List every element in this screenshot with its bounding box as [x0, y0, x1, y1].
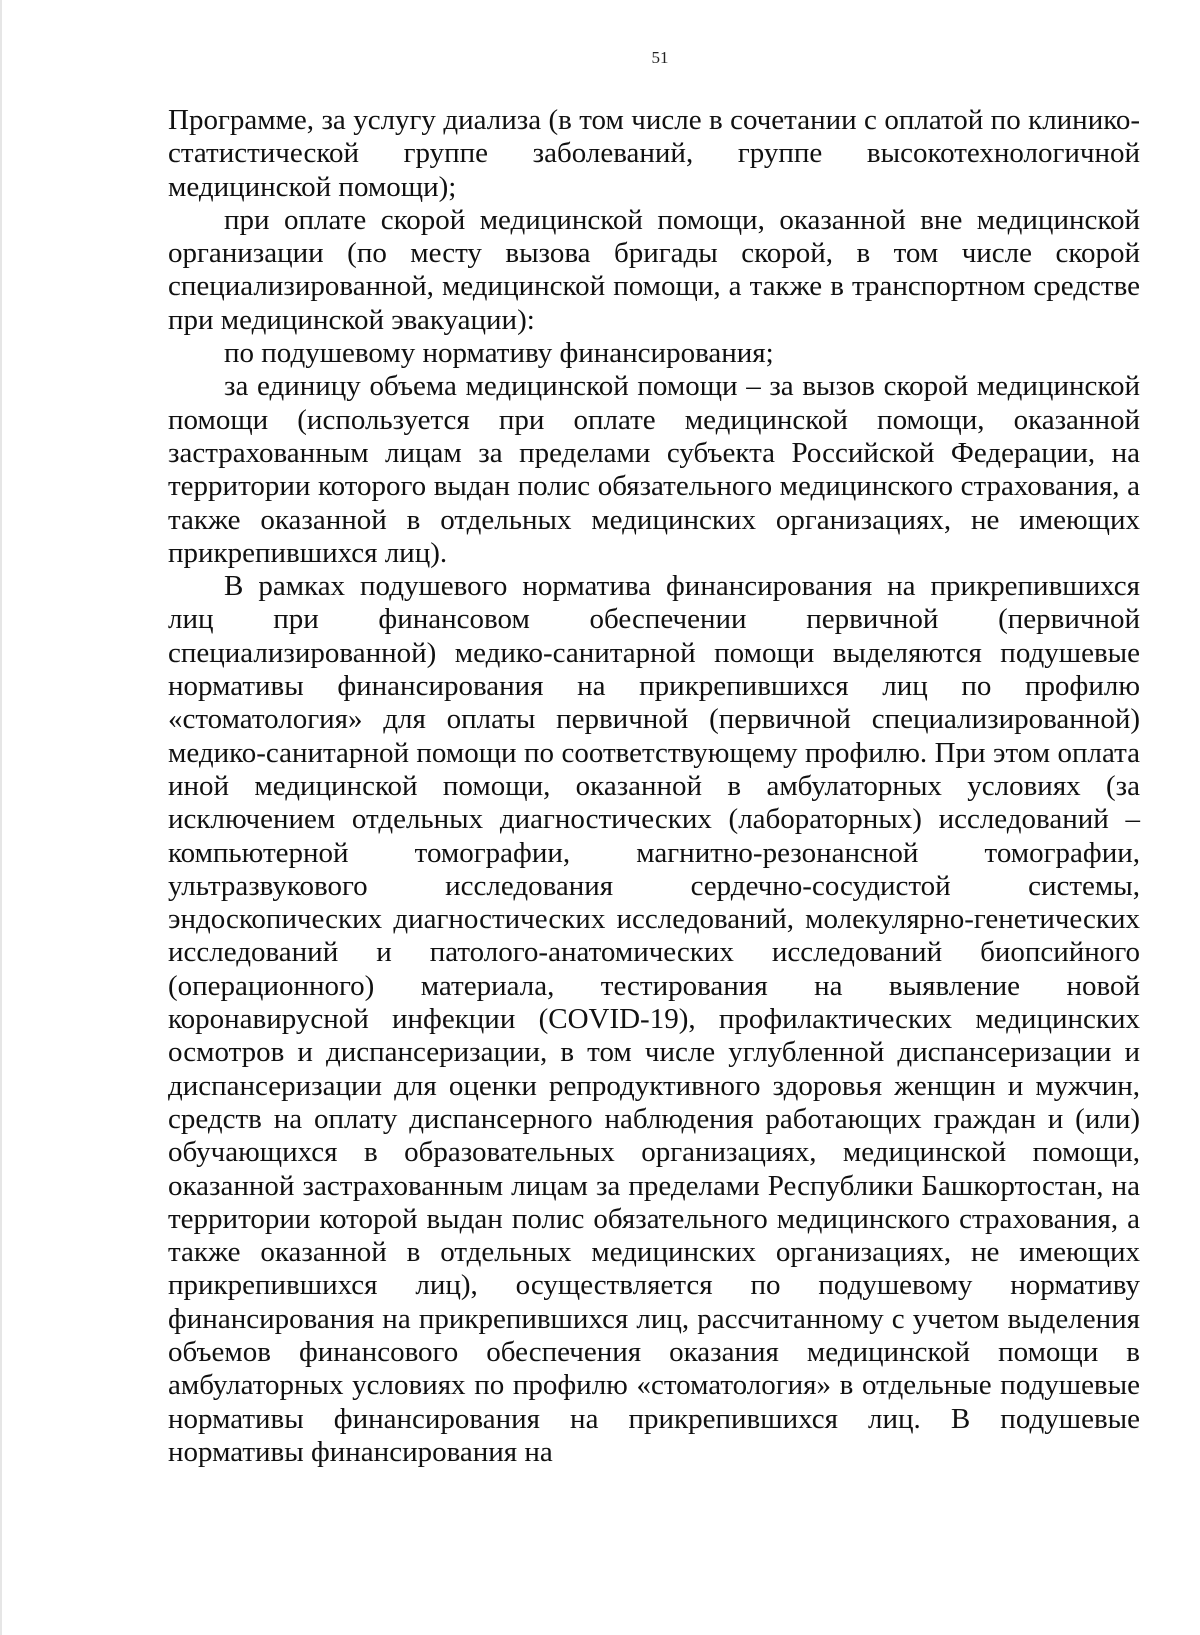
paragraph-1: Программе, за услугу диализа (в том числе в сочетании с оплатой по клинико-статистической группе заболеваний, группе высокотехнологичной медицинской помощи);	[168, 104, 1140, 203]
paragraph-3: по подушевому нормативу финансирования;	[224, 337, 774, 370]
page-number: 51	[651, 48, 669, 67]
paragraph-2: при оплате скорой медицинской помощи, оказанной вне медицинской организации (по месту вызова бригады скорой, в том числе скорой специализированной, медицинской помощи, а также в транспортном средстве при медицинской эвакуации):	[168, 203, 1140, 336]
paragraph-5: В рамках подушевого норматива финансирования на прикрепившихся лиц при финансовом обеспечении первичной (первичной специализированной) медико-санитарной помощи выделяются подушевые нормативы финансирования на прикрепившихся лиц по профилю «стоматология» для оплаты первичной (первичной специализированной) медико-санитарной помощи по соответствующему профилю. При этом оплата иной медицинской помощи, оказанной в амбулаторных условиях (за исключением отдельных диагностических (лабораторных) исследований – компьютерной томографии, магнитно-резонансной томографии, ультразвукового исследования сердечно-сосудистой системы, эндоскопических диагностических исследований, молекулярно-генетических исследований и патолого-анатомических исследований биопсийного (операционного) материала, тестирования на выявление новой коронавирусной инфекции (COVID-19), профилактических медицинских осмотров и диспансеризации, в том числе углубленной диспансеризации и диспансеризации для оценки репродуктивного здоровья женщин и мужчин, средств на оплату диспансерного наблюдения работающих граждан и (или) обучающихся в образовательных организациях, медицинской помощи, оказанной застрахованным лицам за пределами Республики Башкортостан, на территории которой выдан полис обязательного медицинского страхования, а также оказанной в отдельных медицинских организациях, не имеющих прикрепившихся лиц), осуществляется по подушевому нормативу финансирования на прикрепившихся лиц, рассчитанному с учетом выделения объемов финансового обеспечения оказания медицинской помощи в амбулаторных условиях по профилю «стоматология» в отдельные подушевые нормативы финансирования на прикрепившихся лиц. В подушевые нормативы финансирования на	[168, 570, 1140, 1468]
scan-edge-shadow	[0, 0, 2, 1635]
document-body	[168, 104, 1140, 1469]
paragraph-4: за единицу объема медицинской помощи – за вызов скорой медицинской помощи (используется при оплате медицинской помощи, оказанной застрахованным лицам за пределами субъекта Российской Федерации, на территории которого выдан полис обязательного медицинского страхования, а также оказанной в отдельных медицинских организациях, не имеющих прикрепившихся лиц).	[168, 370, 1140, 569]
